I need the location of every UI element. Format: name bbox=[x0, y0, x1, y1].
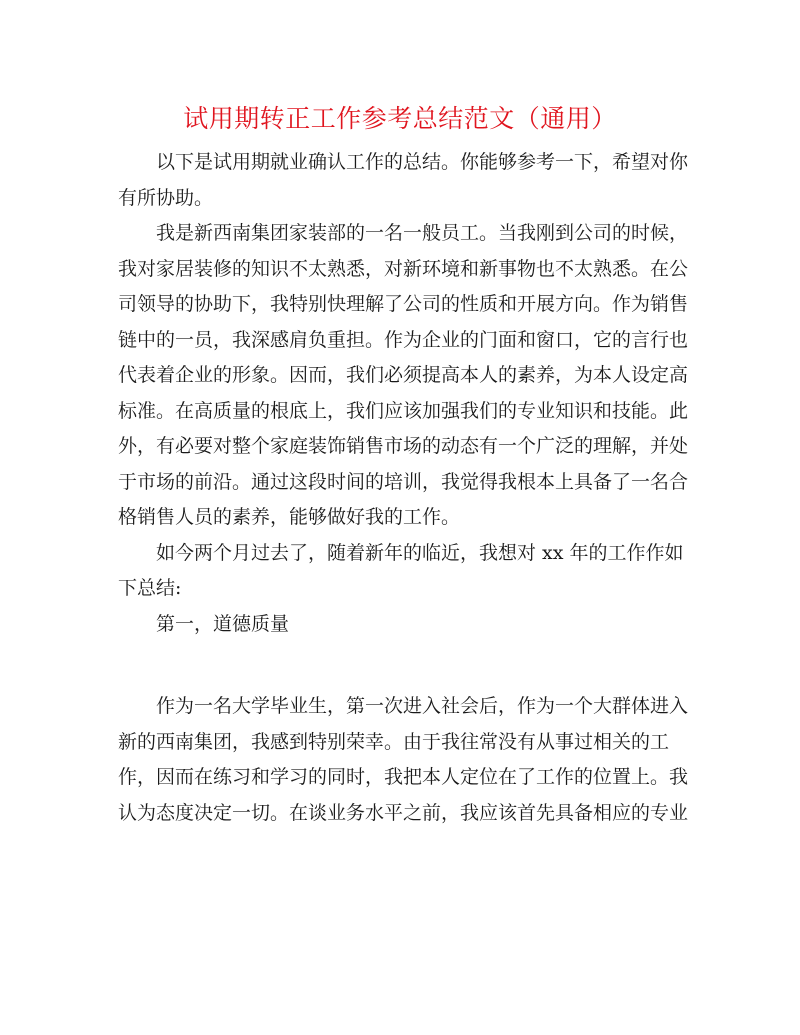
text-line: 我对家居装修的知识不太熟悉，对新环境和新事物也不太熟悉。在公 bbox=[118, 257, 689, 280]
text-line: 格销售人员的素养，能够做好我的工作。 bbox=[118, 506, 461, 528]
text-line: 新的西南集团，我感到特别荣幸。由于我往常没有从事过相关的工 bbox=[118, 730, 670, 753]
text-line: 链中的一员，我深感肩负重担。作为企业的门面和窗口，它的言行也 bbox=[118, 328, 689, 351]
paragraph-self-introduction bbox=[118, 216, 689, 536]
text-line: 代表着企业的形象。因而，我们必须提高本人的素养，为本人设定高 bbox=[118, 364, 689, 386]
document-body bbox=[118, 145, 689, 831]
section-heading-moral-quality bbox=[118, 607, 686, 643]
blank-line bbox=[118, 642, 686, 689]
text-line: 有所协助。 bbox=[118, 186, 214, 209]
paragraph-summary-intro bbox=[118, 536, 686, 607]
text-line: 司领导的协助下，我特别快理解了公司的性质和开展方向。作为销售 bbox=[118, 293, 689, 315]
document-title: 试用期转正工作参考总结范文（通用） bbox=[183, 104, 617, 133]
text-line: 以下是试用期就业确认工作的总结。你能够参考一下，希望对你 bbox=[156, 151, 689, 173]
text-line: 外，有必要对整个家庭装饰销售市场的动态有一个广泛的理解，并处 bbox=[118, 435, 689, 457]
text-line: 作为一名大学毕业生，第一次进入社会后，作为一个大群体进入 bbox=[156, 695, 689, 717]
text-line: 作，因而在练习和学习的同时，我把本人定位在了工作的位置上。我 bbox=[118, 766, 689, 788]
text-line: 我是新西南集团家装部的一名一般员工。当我刚到公司的时候， bbox=[156, 222, 689, 244]
text-line: 认为态度决定一切。在谈业务水平之前，我应该首先具备相应的专业 bbox=[118, 801, 689, 824]
text-line: 标准。在高质量的根底上，我们应该加强我们的专业知识和技能。此 bbox=[118, 399, 689, 422]
text-line: 如今两个月过去了，随着新年的临近，我想对 xx 年的工作作如 bbox=[156, 541, 684, 564]
paragraph-moral-quality bbox=[118, 689, 689, 831]
paragraph-intro bbox=[118, 145, 689, 216]
text-line: 第一，道德质量 bbox=[156, 612, 290, 635]
text-line: 于市场的前沿。通过这段时间的培训，我觉得我根本上具备了一名合 bbox=[118, 470, 689, 493]
text-line: 下总结: bbox=[118, 577, 182, 599]
